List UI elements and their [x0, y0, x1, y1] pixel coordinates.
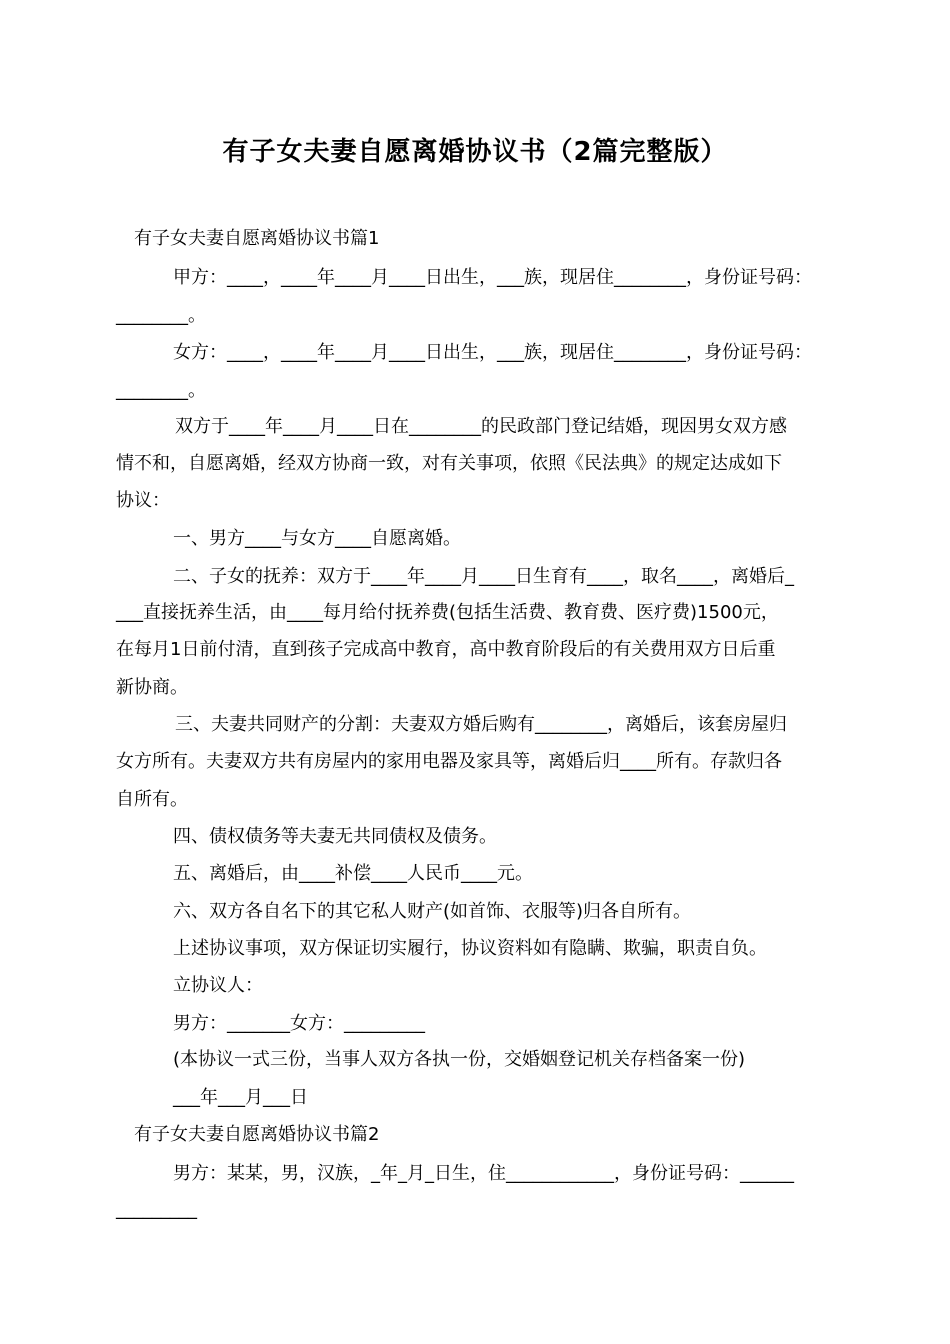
copies-note: (本协议一式三份，当事人双方各执一份，交婚姻登记机关存档备案一份) [173, 1049, 746, 1070]
signatories-label: 立协议人： [173, 975, 263, 996]
party-b-line-2: ________。 [116, 380, 206, 401]
intro-line-1: 双方于____年____月____日在________的民政部门登记结婚，现因男女双方感 [175, 416, 787, 437]
clause-3-line-2: 女方所有。夫妻双方共有房屋内的家用电器及家具等，离婚后归____所有。存款归各 [116, 751, 782, 772]
clause-2-line-4: 新协商。 [116, 677, 188, 698]
closing-statement: 上述协议事项，双方保证切实履行，协议资料如有隐瞒、欺骗，职责自负。 [173, 938, 767, 959]
section-2-heading: 有子女夫妻自愿离婚协议书篇2 [134, 1124, 380, 1145]
clause-5: 五、离婚后，由____补偿____人民币____元。 [173, 863, 533, 884]
date-line: ___年___月___日 [173, 1087, 308, 1108]
clause-3-line-1: 三、夫妻共同财产的分割：夫妻双方婚后购有________，离婚后，该套房屋归 [175, 714, 787, 735]
clause-2-line-2: ___直接抚养生活，由____每月给付抚养费(包括生活费、教育费、医疗费)1500元， [116, 602, 779, 623]
document-title: 有子女夫妻自愿离婚协议书（2篇完整版） [222, 137, 728, 167]
clause-1: 一、男方____与女方____自愿离婚。 [173, 528, 461, 549]
signature-line: 男方：_______女方：_________ [173, 1013, 425, 1034]
clause-6: 六、双方各自名下的其它私人财产(如首饰、衣服等)归各自所有。 [173, 901, 692, 922]
clause-3-line-3: 自所有。 [116, 789, 188, 810]
section-1-heading: 有子女夫妻自愿离婚协议书篇1 [134, 228, 380, 249]
clause-2-line-1: 二、子女的抚养：双方于____年____月____日生育有____，取名____，离婚后_ [173, 566, 794, 587]
party-b-line-1: 女方：____，____年____月____日出生，___族，现居住________，身份证号码： [173, 342, 812, 363]
clause-4: 四、债权债务等夫妻无共同债权及债务。 [173, 826, 497, 847]
section-2-man-line-1: 男方：某某，男，汉族，_年_月_日生，住____________，身份证号码：______ [173, 1163, 794, 1184]
clause-2-line-3: 在每月1日前付清，直到孩子完成高中教育，高中教育阶段后的有关费用双方日后重 [116, 639, 776, 660]
party-a-line-1: 甲方：____，____年____月____日出生，___族，现居住________，身份证号码： [173, 267, 812, 288]
intro-line-2: 情不和，自愿离婚，经双方协商一致，对有关事项，依照《民法典》的规定达成如下 [116, 453, 782, 474]
party-a-line-2: ________。 [116, 305, 206, 326]
section-2-man-line-2: _________ [116, 1199, 197, 1220]
intro-line-3: 协议： [116, 490, 170, 511]
